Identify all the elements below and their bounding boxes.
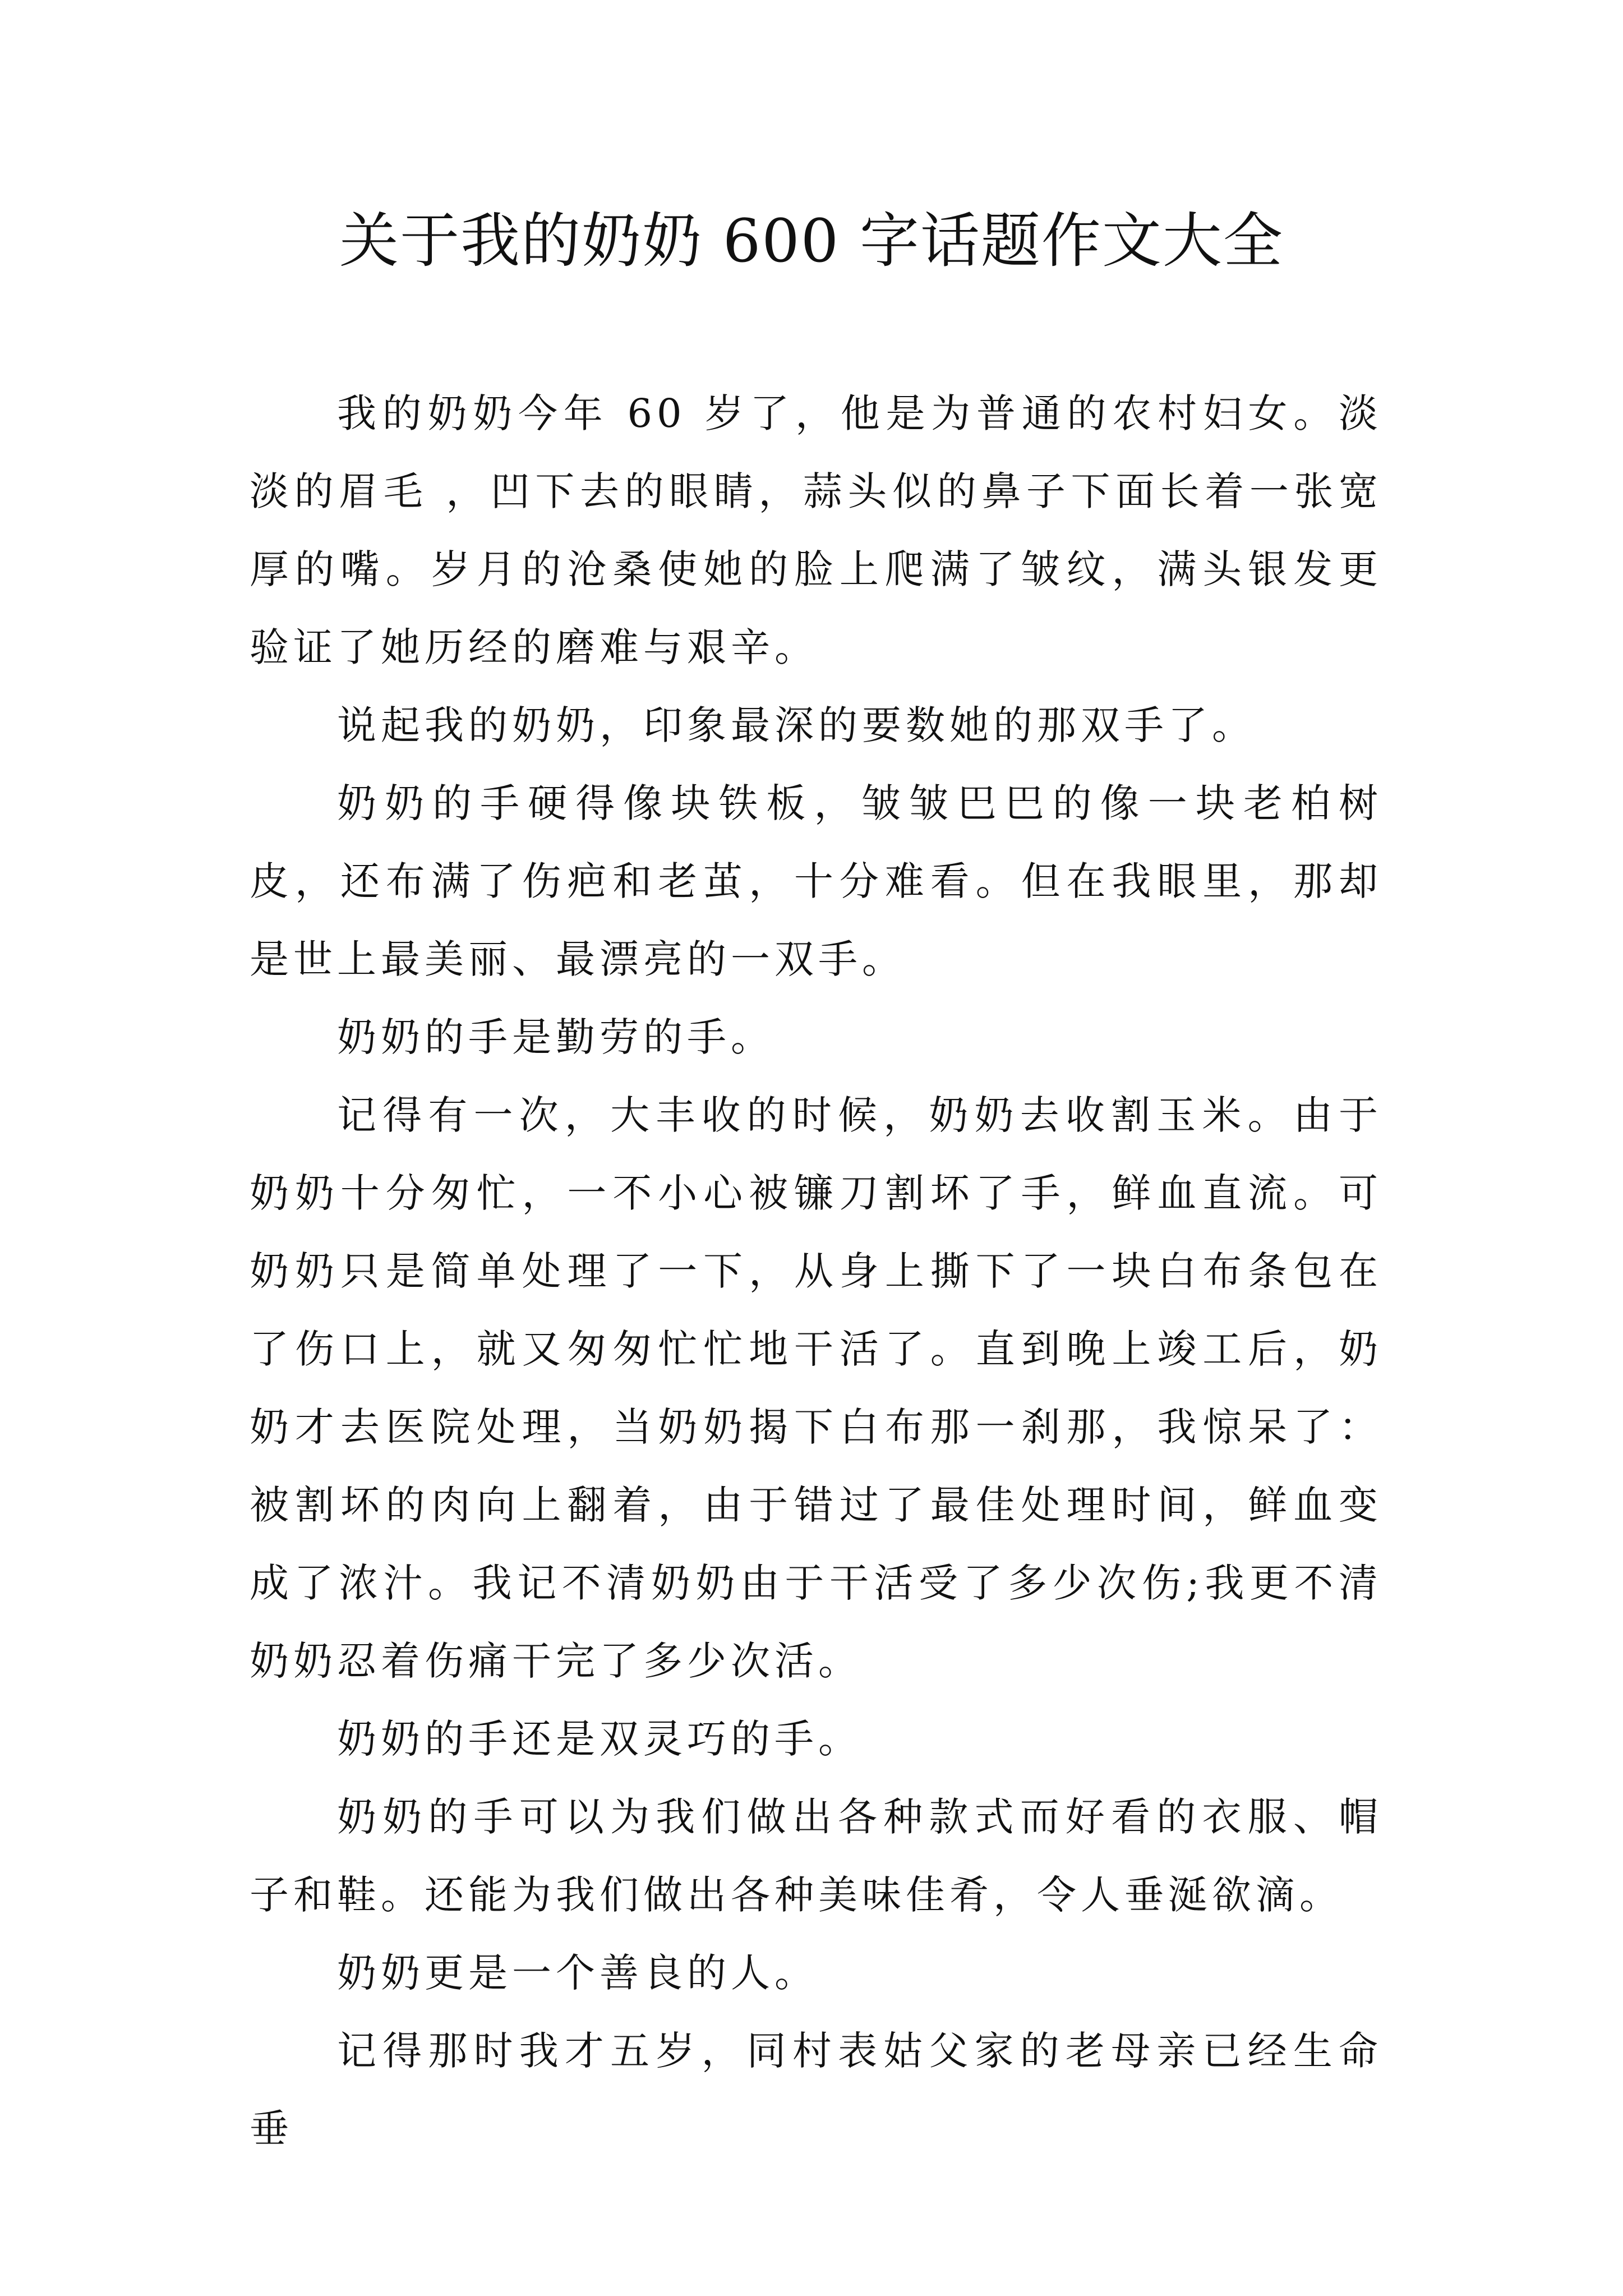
paragraph: 奶奶的手是勤劳的手。 bbox=[337, 1014, 774, 1060]
paragraph: 我的奶奶今年 60 岁了，他是为普通的农村妇女。淡淡的眉毛 ，凹下去的眼睛，蒜头似的鼻子下面长着一张宽厚的嘴。岁月的沧桑使她的脸上爬满了皱纹，满头银发更验证了她历经的磨难与艰辛。 bbox=[250, 390, 1382, 670]
document-body bbox=[250, 375, 1382, 2168]
paragraph: 奶奶的手还是双灵巧的手。 bbox=[337, 1716, 862, 1762]
paragraph: 奶奶的手可以为我们做出各种款式而好看的衣服、帽子和鞋。还能为我们做出各种美味佳肴，令人垂涎欲滴。 bbox=[250, 1794, 1382, 1918]
paragraph: 记得有一次，大丰收的时候，奶奶去收割玉米。由于奶奶十分匆忙，一不小心被镰刀割坏了手，鲜血直流。可奶奶只是简单处理了一下，从身上撕下了一块白布条包在了伤口上，就又匆匆忙忙地干活了。直到晚上竣工后，奶奶才去医院处理，当奶奶揭下白布那一刹那，我惊呆了：被割坏的肉向上翻着，由于错过了最佳处理时间，鲜血变成了浓汁。我记不清奶奶由于干活受了多少次伤;我更不清奶奶忍着伤痛干完了多少次活。 bbox=[250, 1092, 1382, 1684]
paragraph: 奶奶的手硬得像块铁板，皱皱巴巴的像一块老柏树皮，还布满了伤疤和老茧，十分难看。但在我眼里，那却是世上最美丽、最漂亮的一双手。 bbox=[250, 780, 1382, 982]
paragraph: 奶奶更是一个善良的人。 bbox=[337, 1950, 818, 1996]
paragraph: 记得那时我才五岁，同村表姑父家的老母亲已经生命垂 bbox=[250, 2028, 1382, 2152]
document-title: 关于我的奶奶 600 字话题作文大全 bbox=[339, 206, 1284, 275]
paragraph: 说起我的奶奶，印象最深的要数她的那双手了。 bbox=[337, 702, 1256, 748]
